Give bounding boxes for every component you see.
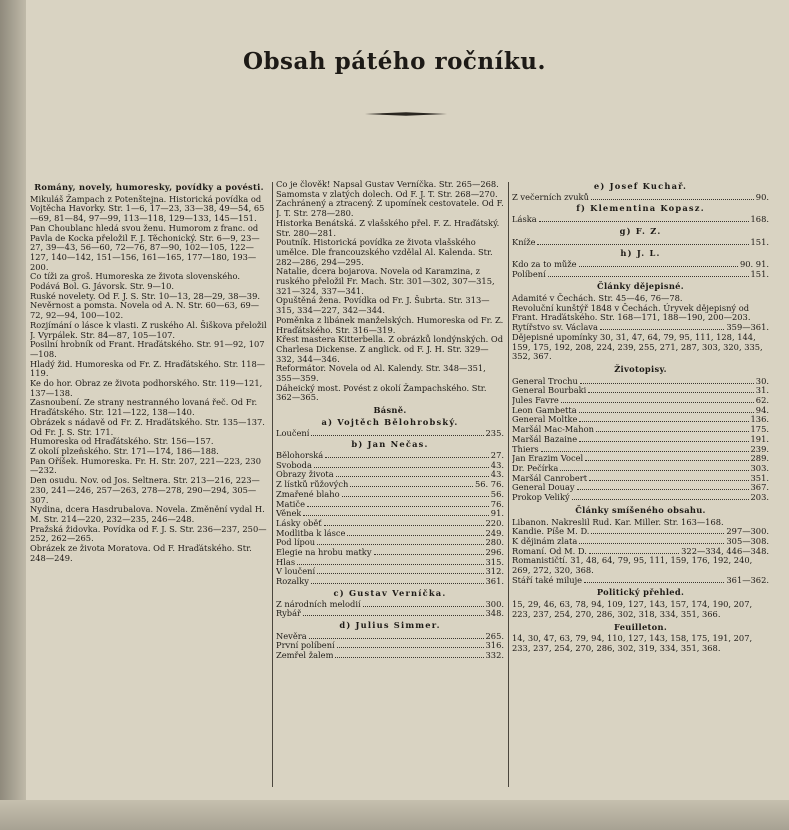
toc-entry bbox=[512, 193, 769, 203]
toc-entry bbox=[276, 538, 504, 548]
entry-pages: 151. bbox=[750, 236, 769, 247]
dot-leader bbox=[577, 489, 749, 490]
toc-entry: Revoluční kunštýř 1848 v Čechách. Úryvek dějepisný od Frant. Hraďátského. Str. 168—171, 188—190, 200—203. bbox=[512, 302, 751, 323]
toc-entry bbox=[276, 429, 504, 439]
entry-title: Hlas bbox=[276, 557, 296, 567]
toc-entry: Libanon. Nakreslil Rud. Kar. Miller. Str. 163—168. bbox=[512, 516, 724, 527]
toc-entry bbox=[512, 483, 769, 493]
toc-entry bbox=[512, 238, 769, 248]
toc-entry: Hladý žid. Humoreska od Fr. Z. Hraďátského. Str. 118—119. bbox=[30, 358, 266, 379]
dot-leader bbox=[585, 460, 748, 461]
entry-title: Modlitba k lásce bbox=[276, 528, 346, 538]
dot-leader bbox=[600, 329, 724, 330]
dot-leader bbox=[311, 435, 483, 436]
entry-title: První políbení bbox=[276, 641, 335, 651]
entry-title: Z národních melodií bbox=[276, 599, 361, 609]
author-heading: a) Vojtěch Bělohrobský. bbox=[321, 416, 459, 427]
entry-title: Stáří také miluje bbox=[512, 575, 583, 585]
toc-entry: Posilní hrobník od Frant. Hraďátského. Str. 91—92, 107—108. bbox=[30, 339, 265, 359]
entry-title: Věnek bbox=[276, 509, 302, 519]
toc-entry bbox=[276, 567, 504, 577]
toc-entry bbox=[512, 454, 769, 464]
entry-title: General Bourbaki bbox=[512, 386, 587, 396]
entry-pages: 322—334, 446—348. bbox=[681, 545, 769, 556]
entry-pages: 305—308. bbox=[726, 535, 769, 546]
toc-entry: 15, 29, 46, 63, 78, 94, 109, 127, 143, 157, 174, 190, 207, 223, 237, 254, 270, 286, 302, 318, 334, 351, 366. bbox=[512, 599, 753, 619]
entry-pages: 300. bbox=[485, 598, 504, 609]
entry-pages: 31. bbox=[755, 385, 769, 396]
entry-title: Kandie. Píše M. D. bbox=[512, 527, 590, 537]
entry-pages: 203. bbox=[750, 492, 769, 503]
dot-leader bbox=[584, 582, 724, 583]
section-heading: Politický přehled. bbox=[596, 587, 685, 598]
dot-leader bbox=[347, 535, 483, 536]
toc-entry: Ruské novelety. Od F. J. S. Str. 10—13, 28—29, 38—39. bbox=[30, 290, 260, 301]
entry-pages: 297—300. bbox=[726, 526, 769, 537]
dot-leader bbox=[325, 457, 489, 458]
entry-title: Zmařené blaho bbox=[276, 489, 340, 499]
toc-entry: Pražská židovka. Povídka od F. J. S. Str. 236—237, 250—252, 262—265. bbox=[30, 523, 267, 544]
entry-title: Dr. Pečírka bbox=[512, 463, 559, 473]
toc-entry: Od Fr. J. S. Str. 171. bbox=[30, 426, 114, 437]
entry-pages: 175. bbox=[750, 424, 769, 435]
toc-entry bbox=[512, 435, 769, 445]
toc-entry: Dáheický most. Povést z okolí Žampachského. Str. 362—365. bbox=[276, 382, 487, 403]
dot-leader bbox=[350, 486, 473, 487]
entry-pages: 62. bbox=[755, 395, 769, 406]
entry-pages: 90. 91. bbox=[739, 258, 769, 269]
toc-entry: Romanističtí. 31, 48, 64, 79, 95, 111, 159, 176, 192, 240, 269, 272, 320, 368. bbox=[512, 555, 753, 576]
entry-pages: 151. bbox=[750, 268, 769, 279]
toc-entry: Co je člověk! Napsal Gustav Verníčka. Str. 265—268. bbox=[276, 180, 499, 189]
entry-title: Romaní. Od M. D. bbox=[512, 546, 587, 556]
toc-entry bbox=[276, 480, 504, 490]
entry-pages: 239. bbox=[750, 443, 769, 454]
entry-title: General Moltke bbox=[512, 415, 578, 425]
entry-pages: 348. bbox=[485, 608, 504, 619]
entry-title: Leon Gambetta bbox=[512, 405, 577, 415]
dot-leader bbox=[303, 515, 488, 516]
entry-title: Rozalky bbox=[276, 577, 309, 587]
toc-entry bbox=[512, 425, 769, 435]
dot-leader bbox=[374, 554, 484, 555]
entry-title: Rytířstvo sv. Václava bbox=[512, 323, 598, 333]
title-ornament bbox=[365, 111, 447, 117]
toc-entry: Pan Choublanc hledá svou ženu. Humorom z franc. od Pavla de Kocka přeložil F. J. Těchonický. Str. 6—9, 23—27, 39—43, 56—60, 72—76, 87—90, 102—105, 122—127, 140—142, 151—156, 161—165, 177—180, 193—200. bbox=[30, 222, 260, 272]
entry-title: V loučení bbox=[276, 567, 316, 577]
dot-leader bbox=[337, 647, 484, 648]
dot-leader bbox=[579, 266, 738, 267]
entry-title: Lásky oběť bbox=[276, 518, 322, 528]
toc-entry bbox=[512, 270, 769, 280]
section-heading: Články dějepisné. bbox=[597, 281, 684, 292]
author-heading: d) Julius Simmer. bbox=[339, 619, 441, 630]
entry-title: Svoboda bbox=[276, 460, 312, 470]
entry-pages: 289. bbox=[750, 453, 769, 464]
toc-entry bbox=[512, 386, 769, 396]
entry-title: Jan Erazim Vocel bbox=[512, 454, 584, 464]
dot-leader bbox=[303, 615, 484, 616]
toc-entry bbox=[276, 509, 504, 519]
entry-pages: 56. bbox=[490, 488, 504, 499]
toc-entry: Nydina, dcera Hasdrubalova. Novela. Změnění vydal H. M. Str. 214—220, 232—235, 246—248. bbox=[30, 504, 265, 524]
entry-pages: 367. bbox=[750, 482, 769, 493]
toc-entry bbox=[276, 558, 504, 568]
entry-pages: 235. bbox=[485, 427, 504, 438]
toc-entry bbox=[512, 377, 769, 387]
column-divider bbox=[272, 182, 273, 787]
toc-entry bbox=[276, 651, 504, 661]
column-divider bbox=[508, 182, 509, 787]
toc-entry bbox=[512, 396, 769, 406]
toc-entry: Historka Benátská. Z vlašského přel. F. Z. Hraďátský. Str. 280—281. bbox=[276, 217, 500, 238]
toc-entry: Křest mastera Kitterbella. Z obrázků londýnských. Od Charlesa Dickense. Z anglick. od F. J. H. Str. 329—332, 344—346. bbox=[276, 334, 504, 364]
toc-entry bbox=[276, 632, 504, 642]
toc-entry bbox=[512, 260, 769, 270]
entry-title: Nevěra bbox=[276, 631, 307, 641]
entry-title: Matiče bbox=[276, 499, 305, 509]
dot-leader bbox=[541, 451, 749, 452]
toc-entry bbox=[276, 548, 504, 558]
author-heading: c) Gustav Verníčka. bbox=[333, 587, 447, 598]
entry-pages: 90. bbox=[755, 191, 769, 202]
toc-entry bbox=[276, 451, 504, 461]
toc-entry bbox=[276, 470, 504, 480]
dot-leader bbox=[579, 412, 754, 413]
page-bottom-edge bbox=[0, 800, 789, 830]
author-heading: e) Josef Kuchař. bbox=[593, 181, 688, 191]
dot-leader bbox=[580, 383, 754, 384]
author-heading: h) J. L. bbox=[620, 248, 661, 259]
author-heading: f) Klementina Kopasz. bbox=[576, 203, 705, 214]
entry-title: Láska bbox=[512, 215, 537, 225]
entry-pages: 43. bbox=[490, 459, 504, 470]
toc-entry: Obrázek s nádavě od Fr. Z. Hraďátského. Str. 135—137. bbox=[30, 416, 265, 427]
toc-entry bbox=[512, 445, 769, 455]
toc-column-2 bbox=[276, 180, 504, 790]
dot-leader bbox=[579, 441, 748, 442]
entry-pages: 27. bbox=[490, 449, 504, 460]
section-heading: Romány, novely, humoresky, povídky a povésti. bbox=[34, 182, 264, 192]
entry-title: Loučení bbox=[276, 428, 310, 438]
toc-entry: Samomsta v zlatých dolech. Od F. J. T. Str. 268—270. bbox=[276, 188, 498, 199]
dot-leader bbox=[588, 392, 753, 393]
entry-pages: 316. bbox=[485, 640, 504, 651]
toc-entry: Dějepisné upomínky 30, 31, 47, 64, 79, 95, 111, 128, 144, 159, 175, 192, 208, 224, 239, 255, 271, 287, 303, 320, 335, 352, 367. bbox=[512, 331, 763, 362]
entry-pages: 361—362. bbox=[726, 574, 769, 585]
dot-leader bbox=[591, 199, 754, 200]
dot-leader bbox=[307, 506, 489, 507]
entry-pages: 56. 76. bbox=[474, 479, 504, 490]
entry-pages: 94. bbox=[755, 404, 769, 415]
toc-entry bbox=[276, 500, 504, 510]
entry-title: Kníže bbox=[512, 237, 536, 247]
entry-title: Elegie na hrobu matky bbox=[276, 548, 372, 558]
dot-leader bbox=[363, 606, 484, 607]
dot-leader bbox=[596, 431, 749, 432]
entry-pages: 191. bbox=[750, 433, 769, 444]
toc-column-1 bbox=[30, 180, 268, 790]
entry-title: Kdo za to může bbox=[512, 259, 577, 269]
dot-leader bbox=[561, 402, 754, 403]
toc-entry bbox=[276, 600, 504, 610]
dot-leader bbox=[589, 553, 679, 554]
toc-entry bbox=[276, 461, 504, 471]
entry-pages: 359—361. bbox=[726, 322, 769, 333]
dot-leader bbox=[317, 544, 483, 545]
toc-entry: Adamité v Čechách. Str. 45—46, 76—78. bbox=[512, 293, 683, 304]
dot-leader bbox=[572, 499, 749, 500]
dot-leader bbox=[309, 638, 484, 639]
toc-entry bbox=[276, 641, 504, 651]
entry-title: K dějinám zlata bbox=[512, 536, 578, 546]
toc-entry: Co tíži za groš. Humoreska ze života slovenského. Podává Bol. G. Jávorsk. Str. 9—10. bbox=[30, 271, 240, 292]
dot-leader bbox=[579, 543, 724, 544]
dot-leader bbox=[560, 470, 748, 471]
toc-entry: Rozjímání o lásce k vlasti. Z ruského Al. Šiškova přeložil J. Vyrpálek. Str. 84—87, 105—107. bbox=[30, 319, 267, 340]
entry-pages: 312. bbox=[485, 566, 504, 577]
toc-entry bbox=[512, 406, 769, 416]
dot-leader bbox=[537, 244, 748, 245]
toc-entry bbox=[512, 215, 769, 225]
entry-title: Maršál Canrobert bbox=[512, 473, 588, 483]
entry-pages: 280. bbox=[485, 537, 504, 548]
toc-entry: Poměnka z libánek manželských. Humoreska od Fr. Z. Hraďátského. Str. 316—319. bbox=[276, 314, 504, 335]
toc-entry: Natalie, dcera bojarova. Novela od Karamzina, z ruského přeložil Fr. Mach. Str. 301—302, 307—315, 321—324, 337—341. bbox=[276, 266, 495, 296]
entry-title: General Douay bbox=[512, 483, 575, 493]
entry-pages: 220. bbox=[485, 517, 504, 528]
toc-entry: Poutník. Historická povídka ze života vlašského umělce. Dle francouzského vzdělal Al. Kalenda. Str. 282—286, 294—295. bbox=[276, 237, 493, 267]
section-heading: Články smíšeného obsahu. bbox=[575, 504, 706, 515]
section-heading: Životopisy. bbox=[614, 363, 667, 374]
toc-entry: Pan Oříšek. Humoreska. Fr. H. Str. 207, 221—223, 230—232. bbox=[30, 455, 261, 476]
dot-leader bbox=[311, 583, 484, 584]
entry-title: Thiers bbox=[512, 444, 539, 454]
toc-entry: Zasnoubení. Ze strany nestranného lovaná řeč. Od Fr. Hraďátského. Str. 121—122, 138—140. bbox=[30, 397, 258, 418]
entry-title: Z lístků růžových bbox=[276, 480, 349, 490]
toc-entry bbox=[512, 464, 769, 474]
dot-leader bbox=[548, 276, 749, 277]
entry-title: Bělohorská bbox=[276, 450, 324, 460]
entry-pages: 265. bbox=[485, 630, 504, 641]
entry-title: Políbení bbox=[512, 269, 546, 279]
entry-title: Maršál Mac-Mahon bbox=[512, 425, 594, 435]
toc-entry bbox=[512, 415, 769, 425]
dot-leader bbox=[335, 657, 483, 658]
toc-entry: Nevěrnost a pomsta. Novela od A. N. Str. 60—63, 69—72, 92—94, 100—102. bbox=[30, 300, 260, 321]
author-heading: g) F. Z. bbox=[619, 225, 662, 236]
toc-entry: Reformátor. Novela od Al. Kalendy. Str. 348—351, 355—359. bbox=[276, 363, 486, 384]
entry-title: Z večerních zvuků bbox=[512, 192, 589, 202]
entry-title: Rybář bbox=[276, 609, 302, 619]
toc-entry: 14, 30, 47, 63, 79, 94, 110, 127, 143, 158, 175, 191, 207, 233, 237, 254, 270, 286, 302, 319, 334, 351, 368. bbox=[512, 633, 753, 653]
dot-leader bbox=[579, 421, 748, 422]
entry-title: Pod lípou bbox=[276, 538, 316, 548]
entry-pages: 136. bbox=[750, 414, 769, 425]
entry-title: General Trochu bbox=[512, 376, 578, 386]
toc-entry bbox=[276, 609, 504, 619]
entry-pages: 30. bbox=[755, 375, 769, 386]
entry-pages: 43. bbox=[490, 469, 504, 480]
entry-title: Jules Favre bbox=[512, 396, 559, 406]
entry-pages: 351. bbox=[750, 472, 769, 483]
toc-entry bbox=[276, 529, 504, 539]
entry-pages: 303. bbox=[750, 462, 769, 473]
entry-pages: 332. bbox=[485, 650, 504, 661]
dot-leader bbox=[342, 496, 489, 497]
toc-entry bbox=[276, 519, 504, 529]
entry-title: Prokop Veliký bbox=[512, 493, 570, 503]
section-heading: Básně. bbox=[373, 405, 407, 416]
entry-title: Zemřel žalem bbox=[276, 651, 334, 661]
toc-entry: Ke do hor. Obraz ze života podhorského. Str. 119—121, 137—138. bbox=[30, 378, 263, 398]
page-title: Obsah pátého ročníku. bbox=[242, 48, 547, 75]
toc-entry bbox=[512, 493, 769, 503]
entry-pages: 91. bbox=[490, 508, 504, 519]
toc-entry: Mikuláš Žampach z Potenštejna. Historická povídka od Vojtěcha Havorky. Str. 1—6, 17—23, 33—38, 49—54, 65—69, 81—84, 97—99, 113—118, 129—133, 145—151. bbox=[30, 193, 265, 224]
toc-entry: Zachránený a ztracený. Z upomínek cestovatele. Od F. J. T. Str. 278—280. bbox=[276, 198, 504, 219]
entry-pages: 76. bbox=[490, 498, 504, 509]
toc-entry: Z okolí plzeňského. Str. 171—174, 186—188. bbox=[30, 445, 219, 456]
dot-leader bbox=[317, 573, 483, 574]
entry-pages: 361. bbox=[485, 576, 504, 587]
entry-title: Obrazy života bbox=[276, 470, 334, 480]
dot-leader bbox=[589, 480, 748, 481]
toc-entry: Opuštěná žena. Povídka od Fr. J. Šubrta. Str. 313—315, 334—227, 342—344. bbox=[276, 295, 490, 316]
dot-leader bbox=[591, 533, 724, 534]
toc-entry: Obrázek ze života Moratova. Od F. Hraďátského. Str. 248—249. bbox=[30, 543, 252, 563]
section-heading: Feuilleton. bbox=[613, 621, 668, 632]
toc-entry: Humoreska od Hraďátského. Str. 156—157. bbox=[30, 436, 214, 447]
entry-pages: 296. bbox=[485, 547, 504, 558]
entry-pages: 168. bbox=[750, 214, 769, 225]
entry-title: Maršál Bazaine bbox=[512, 434, 578, 444]
dot-leader bbox=[539, 221, 749, 222]
toc-entry bbox=[512, 474, 769, 484]
toc-entry bbox=[276, 490, 504, 500]
toc-entry bbox=[512, 576, 769, 586]
dot-leader bbox=[336, 476, 489, 477]
toc-entry: Den osudu. Nov. od Jos. Seltnera. Str. 213—216, 223—230, 241—246, 257—263, 278—278, 290—294, 305—307. bbox=[30, 475, 260, 505]
dot-leader bbox=[297, 564, 483, 565]
toc-entry bbox=[276, 577, 504, 587]
dot-leader bbox=[324, 525, 484, 526]
entry-pages: 249. bbox=[485, 527, 504, 538]
entry-pages: 315. bbox=[485, 556, 504, 567]
toc-column-3 bbox=[512, 180, 769, 790]
author-heading: b) Jan Nečas. bbox=[351, 439, 429, 450]
dot-leader bbox=[314, 467, 489, 468]
